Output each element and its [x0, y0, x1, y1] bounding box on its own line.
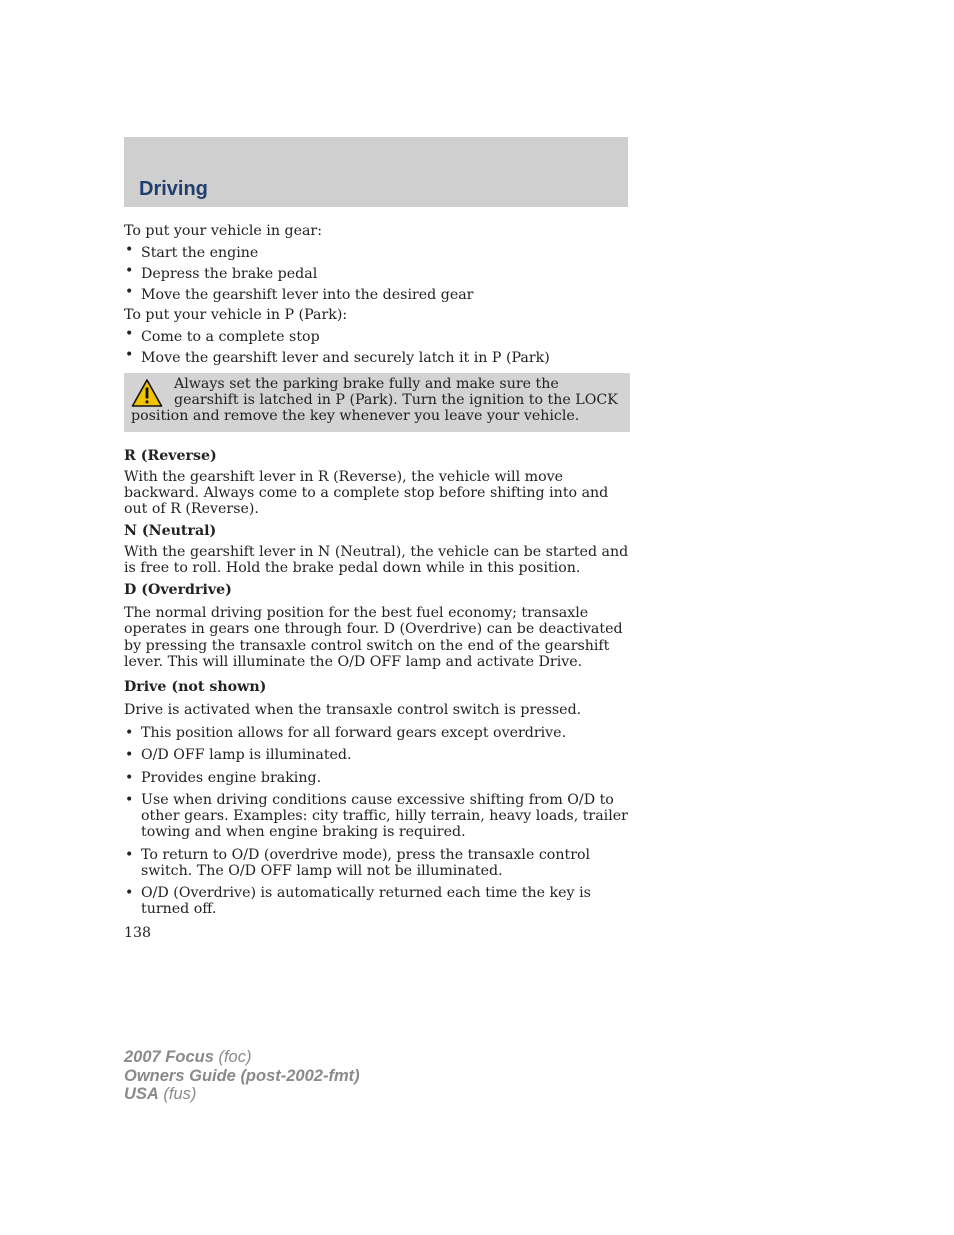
footer-line-model [124, 1048, 360, 1067]
drive-body: Drive is activated when the transaxle control switch is pressed. [124, 701, 582, 718]
list-item: • Move the gearshift lever and securely latch it in P (Park) [124, 347, 630, 368]
document-footer [124, 1048, 360, 1104]
list-item: • Depress the brake pedal [124, 263, 630, 284]
gear-steps-list [124, 242, 630, 305]
list-item: • O/D (Overdrive) is automatically returned each time the key is turned off. [124, 885, 630, 917]
neutral-body: With the gearshift lever in N (Neutral), the vehicle can be started and is free to roll. Hold the brake pedal down while in this position. [124, 544, 629, 576]
list-item: • To return to O/D (overdrive mode), press the transaxle control switch. The O/D OFF lamp will not be illuminated. [124, 847, 630, 879]
reverse-body: With the gearshift lever in R (Reverse), the vehicle will move backward. Always come to a complete stop before shifting into and out of R (Reverse). [124, 469, 609, 517]
section-title: Driving [139, 178, 208, 200]
page-number: 138 [124, 925, 152, 941]
footer-model-code: (foc) [213, 1048, 252, 1066]
drive-bullets-list [124, 725, 630, 918]
page-content [124, 221, 630, 924]
intro-park: To put your vehicle in P (Park): [124, 307, 348, 323]
drive-heading: Drive (not shown) [124, 678, 267, 695]
list-item: • Start the engine [124, 242, 630, 263]
list-item: • Use when driving conditions cause excessive shifting from O/D to other gears. Examples: city traffic, hilly terrain, heavy loads, trailer towing and when engine braking is required. [124, 792, 630, 840]
footer-line-market [124, 1085, 360, 1104]
warning-triangle-icon [131, 378, 163, 408]
reverse-heading: R (Reverse) [124, 448, 217, 464]
warning-box [124, 373, 630, 432]
footer-market-code: (fus) [158, 1085, 197, 1103]
list-item: • Come to a complete stop [124, 326, 630, 347]
list-item: • Provides engine braking. [124, 770, 630, 786]
park-steps-list [124, 326, 630, 368]
footer-model: 2007 Focus [124, 1048, 214, 1066]
footer-guide: Owners Guide (post-2002-fmt) [124, 1066, 360, 1085]
list-item: • O/D OFF lamp is illuminated. [124, 747, 630, 763]
section-header-band [124, 137, 628, 207]
footer-market: USA [124, 1085, 159, 1103]
overdrive-heading: D (Overdrive) [124, 582, 232, 598]
neutral-heading: N (Neutral) [124, 523, 217, 539]
overdrive-body: The normal driving position for the best fuel economy; transaxle operates in gears one through four. D (Overdrive) can be deactivated by pressing the transaxle control switch on the end of the gearshift lever. This will illuminate the O/D OFF lamp and activate Drive. [124, 605, 623, 671]
list-item: • This position allows for all forward gears except overdrive. [124, 725, 630, 741]
list-item: • Move the gearshift lever into the desired gear [124, 284, 630, 305]
warning-text: Always set the parking brake fully and make sure the gearshift is latched in P (Park). Turn the ignition to the LOCK position and remove the key whenever you leave your vehicle. [131, 376, 618, 424]
intro-gear: To put your vehicle in gear: [124, 223, 322, 239]
